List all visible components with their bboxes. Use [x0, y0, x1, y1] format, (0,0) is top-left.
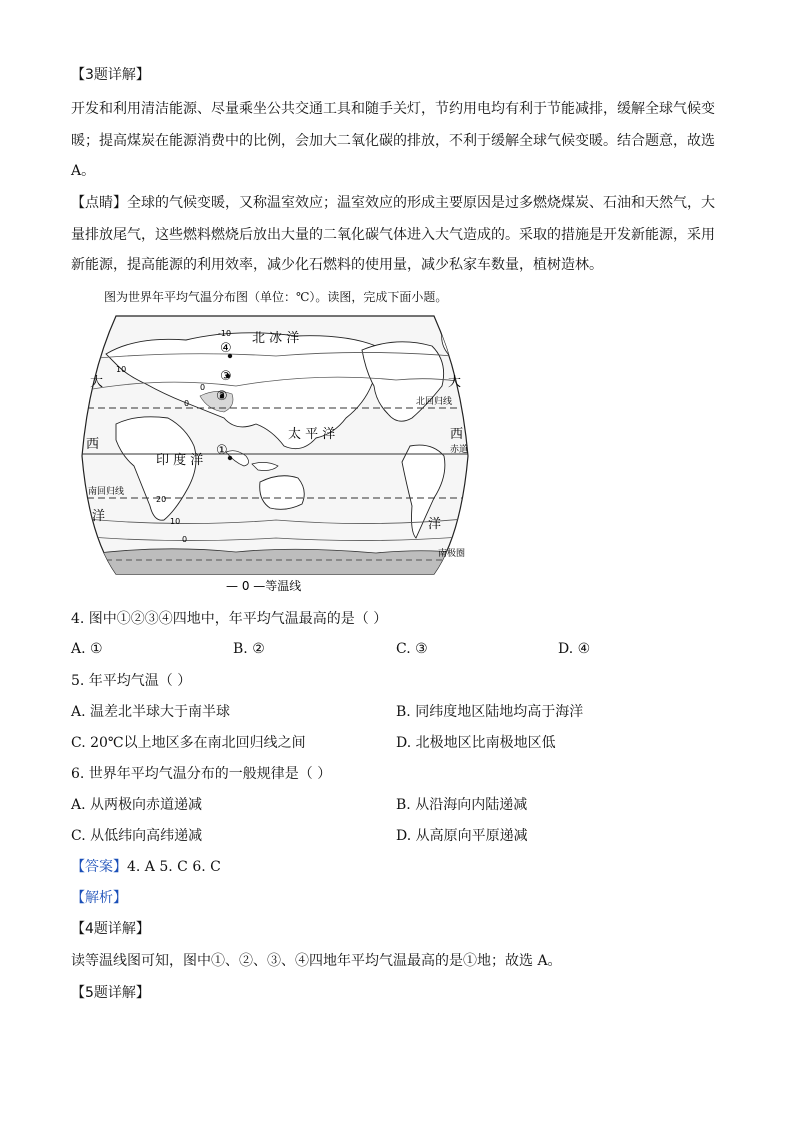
point-1-marker [228, 456, 232, 460]
map-label-atlantic: 洋 [428, 517, 442, 532]
isotherm-label: 10 [116, 365, 127, 374]
point-4-label: ④ [220, 341, 232, 356]
point-3-label: ③ [220, 369, 232, 384]
tips-line: 新能源，提高能源的利用效率，减少化石燃料的使用量，减少私家车数量，植树造林。 [71, 257, 603, 273]
q4-detail-text: 读等温线图可知，图中①、②、③、④四地年平均气温最高的是①地；故选 A。 [71, 953, 562, 969]
map-label-atlantic: 洋 [92, 509, 106, 524]
point-2-label: ② [216, 389, 228, 404]
q4-option-c[interactable]: C. ③ [396, 641, 428, 657]
q4-option-a[interactable]: A. ① [71, 641, 103, 657]
answer-tag: 【答案】 [71, 859, 127, 875]
map-label-antarctic-circle: 南极圈 [438, 549, 466, 559]
q3-explanation-line: 开发和利用清洁能源、尽量乘坐公共交通工具和随手关灯，节约用电均有利于节能减排，缓解全球气候变 [71, 101, 715, 117]
question-5-stem: 5. 年平均气温（ ） [71, 673, 192, 689]
isotherm-label: 0 [200, 383, 206, 392]
map-label-atlantic: 西 [86, 437, 100, 452]
map-label-indian: 印 度 洋 [156, 453, 204, 468]
tips-line: 量排放尾气，这些燃料燃烧后放出大量的二氧化碳气体进入大气造成的。采取的措施是开发新能源，采用 [71, 227, 715, 243]
q6-option-c[interactable]: C. 从低纬向高纬递减 [71, 828, 203, 844]
figure-caption: 图为世界年平均气温分布图（单位：℃）。读图，完成下面小题。 [104, 290, 448, 304]
isotherm-label: 20 [156, 495, 167, 504]
point-1-label: ① [216, 443, 228, 458]
isotherm-label: -10 [218, 329, 232, 338]
analysis-tag: 【解析】 [71, 890, 127, 906]
answer-line [71, 857, 221, 877]
map-label-atlantic: 西 [450, 427, 464, 442]
q4-option-b[interactable]: B. ② [233, 641, 265, 657]
map-label-pacific: 太 平 洋 [288, 427, 336, 442]
q5-option-d[interactable]: D. 北极地区比南极地区低 [396, 735, 556, 751]
map-label-tropic-north: 北回归线 [416, 397, 453, 407]
q5-option-b[interactable]: B. 同纬度地区陆地均高于海洋 [396, 704, 584, 720]
q5-option-a[interactable]: A. 温差北半球大于南半球 [71, 704, 231, 720]
isotherm-label: 10 [170, 517, 181, 526]
q5-detail-header: 【5题详解】 [71, 985, 150, 1001]
q6-option-d[interactable]: D. 从高原向平原递减 [396, 828, 528, 844]
world-temperature-map [76, 306, 474, 596]
q4-option-d[interactable]: D. ④ [558, 641, 591, 657]
map-label-equator: 赤道 [450, 445, 469, 455]
australia [260, 476, 305, 510]
q3-explanation-line: A。 [71, 163, 96, 179]
answer-text: 4. A 5. C 6. C [127, 859, 221, 875]
q4-detail-header: 【4题详解】 [71, 921, 150, 937]
map-legend: — 0 —等温线 [226, 579, 302, 593]
q3-explanation-line: 暖；提高煤炭在能源消费中的比例，会加大二氧化碳的排放，不利于缓解全球气候变暖。结合题意，故选 [71, 133, 715, 149]
map-label-tropic-south: 南回归线 [88, 487, 125, 497]
question-4-stem: 4. 图中①②③④四地中，年平均气温最高的是（ ） [71, 611, 388, 627]
q5-option-c[interactable]: C. 20℃以上地区多在南北回归线之间 [71, 735, 306, 751]
q6-option-b[interactable]: B. 从沿海向内陆递减 [396, 797, 528, 813]
tips-tag: 【点睛】 [71, 195, 127, 211]
q6-option-a[interactable]: A. 从两极向赤道递减 [71, 797, 203, 813]
tips-text: 全球的气候变暖，又称温室效应；温室效应的形成主要原因是过多燃烧煤炭、石油和天然气，大 [127, 195, 715, 211]
isotherm-label: 0 [182, 535, 188, 544]
question-6-stem: 6. 世界年平均气温分布的一般规律是（ ） [71, 766, 332, 782]
map-label-atlantic: 大 [448, 375, 462, 390]
map-label-arctic: 北 冰 洋 [252, 331, 300, 346]
tips-paragraph [71, 193, 715, 213]
q3-detail-header: 【3题详解】 [71, 67, 150, 83]
isotherm-label: 0 [184, 399, 190, 408]
map-label-atlantic: 大 [90, 375, 104, 390]
